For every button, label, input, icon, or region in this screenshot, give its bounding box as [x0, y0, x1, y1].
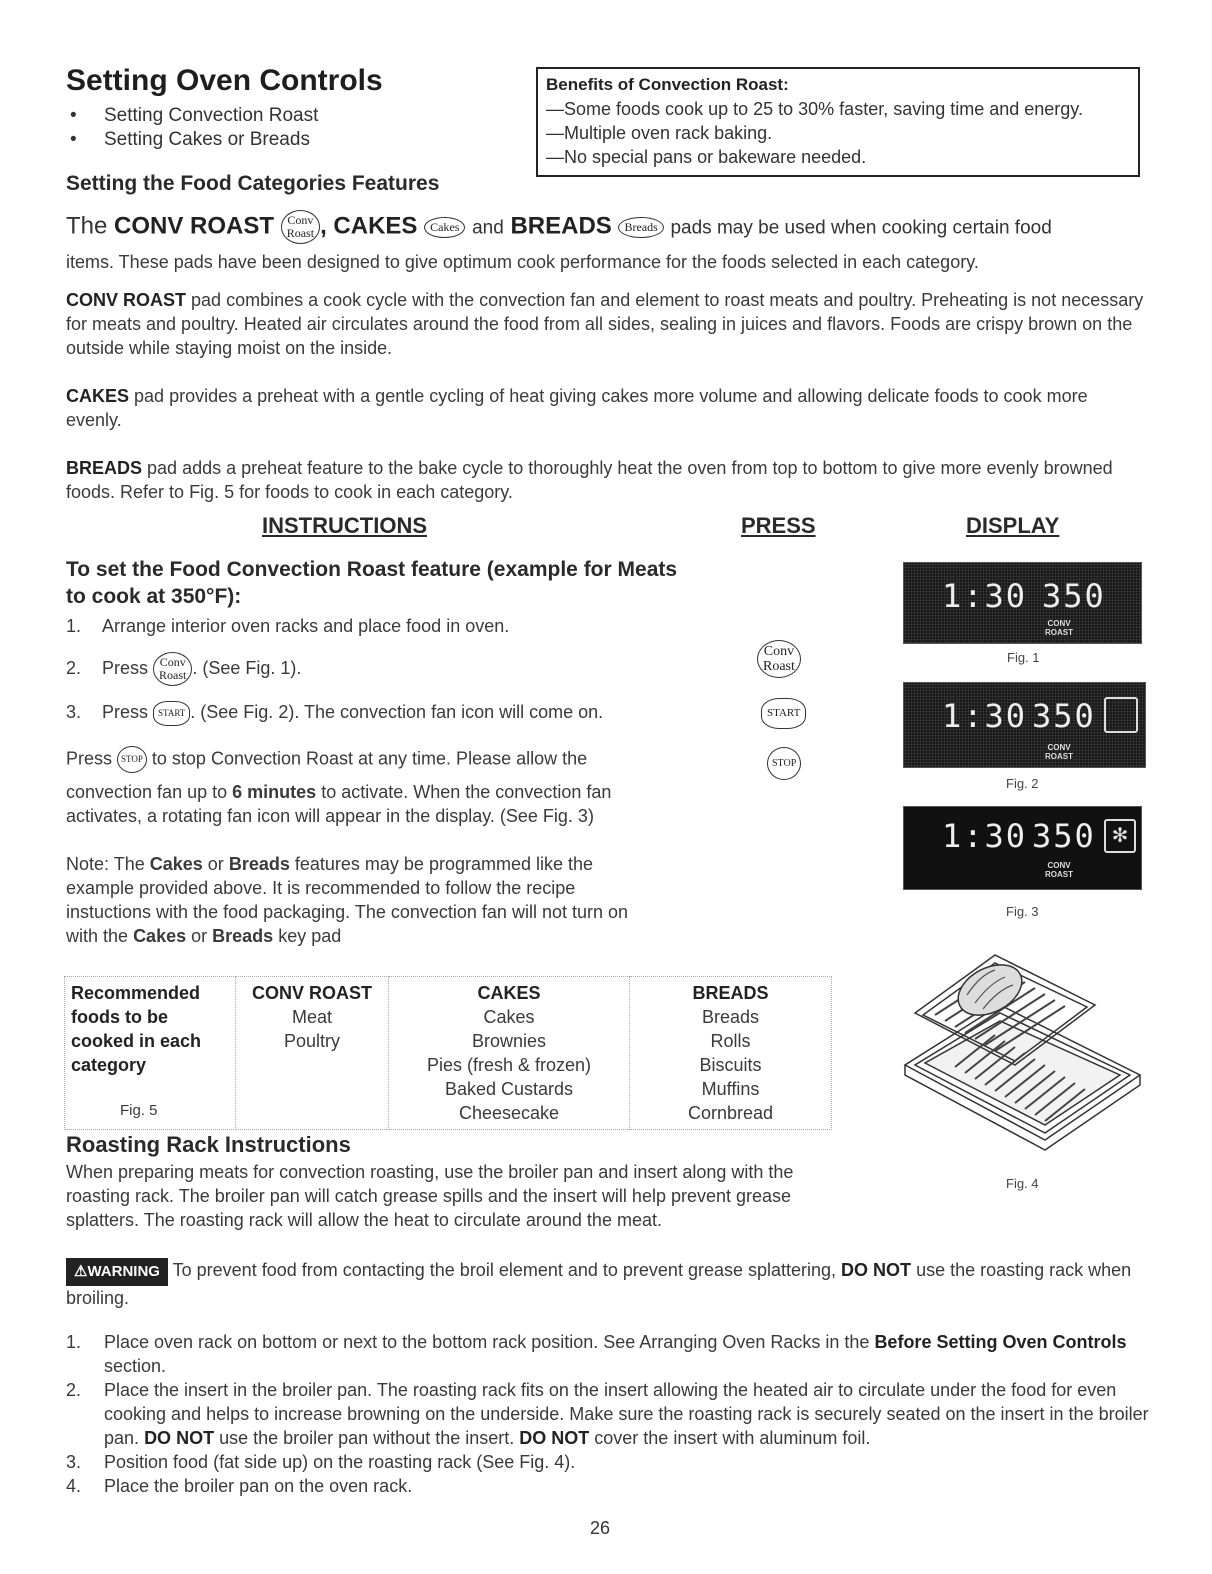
cakes-paragraph: CAKES pad provides a preheat with a gentle cycling of heat giving cakes more volume and allowing delicate foods to cook more evenly. [66, 386, 1088, 430]
display-heading: DISPLAY [966, 513, 1060, 538]
list-item: 3. Position food (fat side up) on the roasting rack (See Fig. 4). [66, 1452, 576, 1472]
roasting-paragraph: When preparing meats for convection roasting, use the broiler pan and insert along with the roasting rack. The broiler pan will catch grease spills and the insert will help prevent grease splatters. The roasting rack will allow the heat to circulate around the meat. [66, 1162, 794, 1230]
fig-4-label: Fig. 4 [1006, 1176, 1039, 1191]
display-fig-2: 1:30 350 CONV ROAST [903, 682, 1146, 768]
breads-pad-icon: Breads [618, 217, 663, 238]
list-item: 4. Place the broiler pan on the oven rack. [66, 1476, 413, 1496]
table-row-label-cell: Recommended foods to be cooked in each category Fig. 5 [65, 977, 236, 1130]
warning-badge: ⚠WARNING [66, 1258, 168, 1286]
stop-instruction: Press STOP to stop Convection Roast at any time. Please allow the [66, 746, 587, 773]
conv-roast-pad-icon: Conv Roast [153, 652, 192, 686]
step-3: 3. Press START . (See Fig. 2). The convection fan icon will come on. [66, 700, 603, 726]
stop-pad-icon: STOP [767, 747, 801, 780]
fig-3-label: Fig. 3 [1006, 904, 1039, 919]
roasting-heading: Roasting Rack Instructions [66, 1132, 351, 1157]
benefit-line: —No special pans or bakeware needed. [546, 147, 867, 167]
conv-roast-paragraph: CONV ROAST pad combines a cook cycle with the convection fan and element to roast meats and poultry. Preheating is not necessary for meats and poultry. Heated air circulates around the food from all sides, sealing in juices and flavors. Foods are crispy brown on the outside while staying moist on the inside. [66, 290, 1144, 358]
intro-line-2: items. These pads have been designed to give optimum cook performance for the foods selected in each category. [66, 252, 979, 272]
cakes-label: CAKES [333, 212, 418, 240]
breads-label: BREADS [510, 212, 612, 240]
instructions-heading: INSTRUCTIONS [262, 513, 427, 538]
cakes-pad-icon: Cakes [424, 217, 465, 238]
cakes-column: CAKES Cakes Brownies Pies (fresh & frozen) Baked Custards Cheesecake [389, 977, 630, 1130]
fig-2-label: Fig. 2 [1006, 776, 1039, 791]
conv-roast-pad-icon: Conv Roast [281, 210, 320, 244]
stop-pad-icon: STOP [117, 746, 147, 773]
press-heading: PRESS [741, 513, 816, 538]
breads-paragraph: BREADS pad adds a preheat feature to the bake cycle to thoroughly heat the oven from top to bottom to give more evenly browned foods. Refer to Fig. 5 for foods to cook in each category. [66, 458, 1113, 502]
stop-instruction-cont: convection fan up to 6 minutes to activate. When the convection fan activates, a rotating fan icon will appear in the display. (See Fig. 3) [66, 782, 612, 826]
fig-1-label: Fig. 1 [1007, 650, 1040, 665]
topic-item: • Setting Convection Roast [70, 104, 318, 128]
display-fig-3: 1:30 350 ✻ CONV ROAST [903, 806, 1142, 890]
display-fig-1: 1:30 350 CONV ROAST [903, 562, 1142, 644]
step-2: 2. Press Conv Roast . (See Fig. 1). [66, 652, 301, 686]
topic-list [70, 104, 318, 152]
note-paragraph: Note: The Cakes or Breads features may be programmed like the example provided above. It is recommended to follow the recipe instuctions with the food packaging. The convection fan will not turn on with the Cakes or Breads key pad [66, 854, 629, 946]
fig-5-label: Fig. 5 [120, 1102, 158, 1119]
broiler-pan-rack-illustration [895, 935, 1150, 1165]
benefits-title: Benefits of Convection Roast: [546, 75, 789, 94]
page-number: 26 [590, 1518, 611, 1538]
step-1: 1. Arrange interior oven racks and place food in oven. [66, 616, 510, 636]
section-heading: Setting the Food Categories Features [66, 172, 440, 195]
rotating-fan-icon: ✻ [1104, 819, 1136, 853]
benefit-line: —Some foods cook up to 25 to 30% faster, saving time and energy. [546, 99, 1083, 119]
list-item: 1. Place oven rack on bottom or next to the bottom rack position. See Arranging Oven Racks in the Before Setting Oven Controls section. [66, 1332, 1127, 1376]
recommended-foods-table [64, 976, 832, 1130]
benefit-line: —Multiple oven rack baking. [546, 123, 773, 143]
breads-column: BREADS Breads Rolls Biscuits Muffins Cornbread [630, 977, 832, 1130]
warning-paragraph: ⚠WARNING To prevent food from contacting the broil element and to prevent grease splattering, DO NOT use the roasting rack when broiling. [66, 1260, 1132, 1308]
roasting-steps-list [66, 1330, 1156, 1498]
list-item: 2. Place the insert in the broiler pan. The roasting rack fits on the insert allowing the heated air to circulate under the food for even cooking and helps to increase browning on the underside. Make sure the roasting rack is securely seated on the insert in the broiler pan. DO NOT use the broiler pan without the insert. DO NOT cover the insert with aluminum foil. [66, 1380, 1149, 1448]
start-pad-icon: START [153, 701, 190, 726]
conv-roast-label: CONV ROAST [114, 212, 275, 240]
topic-item: • Setting Cakes or Breads [70, 128, 318, 152]
page-title: Setting Oven Controls [66, 64, 383, 97]
conv-roast-column: CONV ROAST Meat Poultry [236, 977, 389, 1130]
conv-roast-pad-icon: Conv Roast [757, 640, 801, 678]
fan-icon-frame [1104, 697, 1138, 733]
start-pad-icon: START [761, 698, 806, 729]
benefits-box [536, 67, 1140, 177]
intro-line: The CONV ROAST Conv Roast , CAKES Cakes and BREADS Breads pads may be used when cooking certain food [66, 210, 1052, 244]
steps-heading: To set the Food Convection Roast feature (example for Meats to cook at 350°F): [66, 558, 678, 608]
